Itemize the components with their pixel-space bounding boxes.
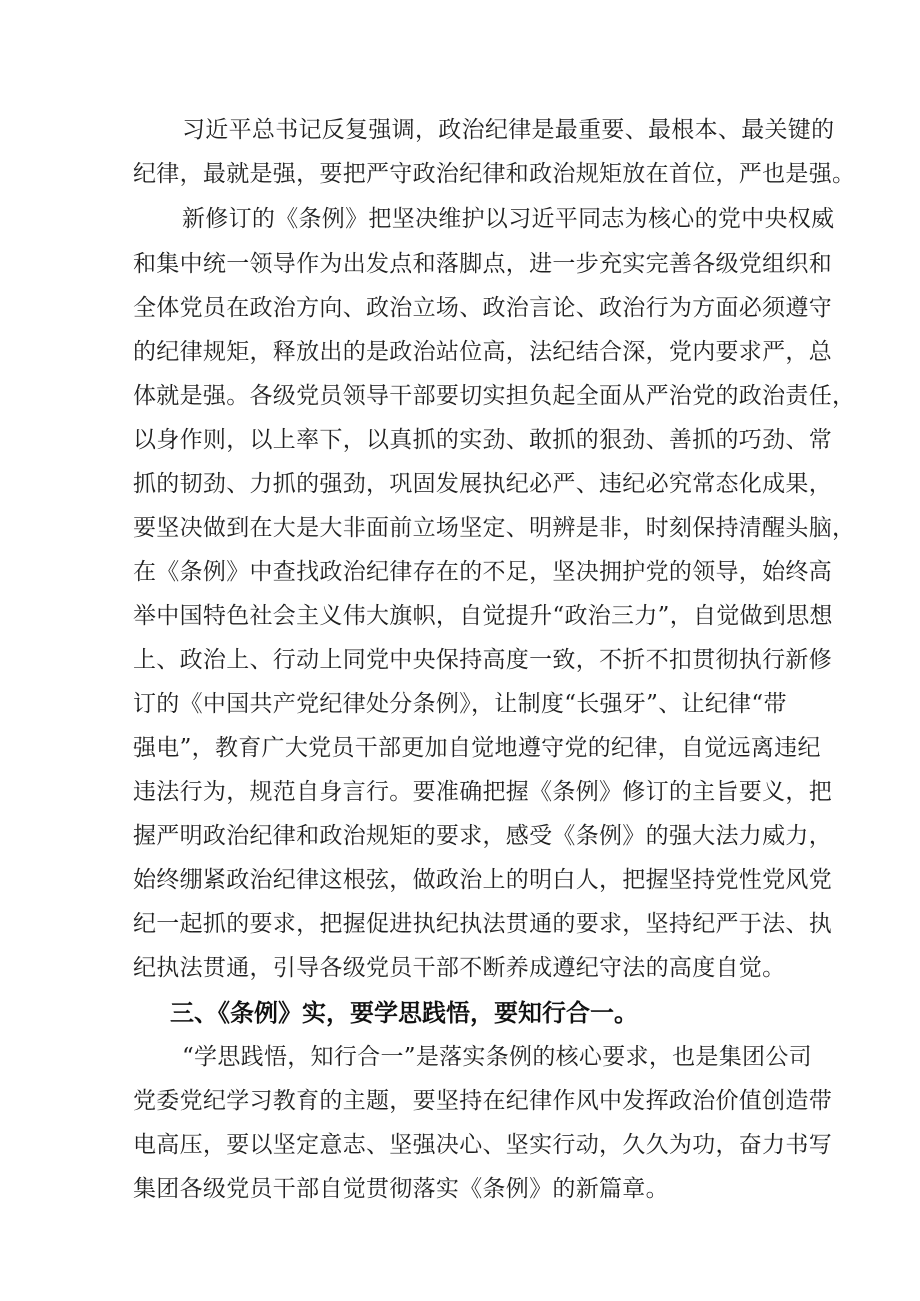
paragraph-2-line-13: 强电”，教育广大党员干部更加自觉地遵守党的纪律，自觉远离违纪 — [133, 735, 821, 761]
closing-paragraph-line-1: “学思践悟，知行合一”是落实条例的核心要求，也是集团公司 — [182, 1044, 812, 1070]
closing-paragraph-line-2: 党委党纪学习教育的主题，要坚持在纪律作风中发挥政治价值创造带 — [133, 1088, 832, 1114]
paragraph-2-line-18: 纪执法贯通，引导各级党员干部不断养成遵纪守法的高度自觉。 — [133, 955, 786, 981]
closing-paragraph-line-4: 集团各级党员干部自觉贯彻落实《条例》的新篇章。 — [133, 1176, 669, 1202]
paragraph-2-line-12: 订的《中国共产党纪律处分条例》，让制度“长强牙”、让纪律“带 — [133, 691, 787, 717]
paragraph-2-line-1: 新修订的《条例》把坚决维护以习近平同志为核心的党中央权威 — [182, 206, 835, 232]
paragraph-2-line-3: 全体党员在政治方向、政治立场、政治言论、政治行为方面必须遵守 — [133, 295, 832, 321]
paragraph-1-line-1: 习近平总书记反复强调，政治纪律是最重要、最根本、最关键的 — [182, 117, 835, 143]
paragraph-1-line-2: 纪律，最就是强，要把严守政治纪律和政治规矩放在首位，严也是强。 — [133, 161, 856, 187]
paragraph-2-line-10: 举中国特色社会主义伟大旗帜，自觉提升“政治三力”，自觉做到思想 — [133, 603, 833, 629]
section-heading: 三、《条例》实，要学思践悟，要知行合一。 — [170, 999, 638, 1027]
paragraph-2-line-16: 始终绷紧政治纪律这根弦，做政治上的明白人，把握坚持党性党风党 — [133, 867, 832, 893]
paragraph-2-line-2: 和集中统一领导作为出发点和落脚点，进一步充实完善各级党组织和 — [133, 251, 832, 277]
paragraph-2-line-7: 抓的韧劲、力抓的强劲，巩固发展执纪必严、违纪必究常态化成果， — [133, 471, 832, 497]
paragraph-2-line-15: 握严明政治纪律和政治规矩的要求，感受《条例》的强大法力威力， — [133, 823, 832, 849]
paragraph-2-line-8: 要坚决做到在大是大非面前立场坚定、明辨是非，时刻保持清醒头脑， — [133, 515, 856, 541]
paragraph-2-line-17: 纪一起抓的要求，把握促进执纪执法贯通的要求，坚持纪严于法、执 — [133, 911, 832, 937]
paragraph-2-line-4: 的纪律规矩，释放出的是政治站位高，法纪结合深，党内要求严，总 — [133, 339, 832, 365]
paragraph-2-line-9: 在《条例》中查找政治纪律存在的不足，坚决拥护党的领导，始终高 — [133, 559, 832, 585]
paragraph-2-line-14: 违法行为，规范自身言行。要准确把握《条例》修订的主旨要义，把 — [133, 779, 832, 805]
paragraph-2-line-6: 以身作则，以上率下，以真抓的实劲、敢抓的狠劲、善抓的巧劲、常 — [133, 427, 832, 453]
paragraph-2-line-5: 体就是强。各级党员领导干部要切实担负起全面从严治党的政治责任， — [133, 383, 856, 409]
closing-paragraph-line-3: 电高压，要以坚定意志、坚强决心、坚实行动，久久为功，奋力书写 — [133, 1132, 832, 1158]
paragraph-2-line-11: 上、政治上、行动上同党中央保持高度一致，不折不扣贯彻执行新修 — [133, 647, 832, 673]
